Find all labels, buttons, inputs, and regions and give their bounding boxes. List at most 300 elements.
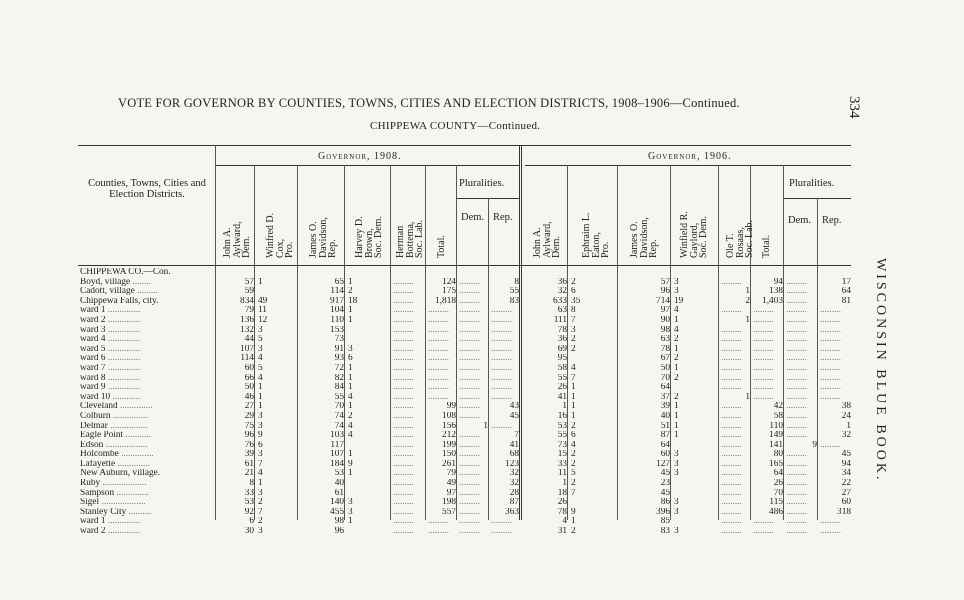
cell-total-1908: 124 xyxy=(442,277,456,287)
cell-davidson-1906: 64 xyxy=(660,383,670,393)
row-label: ward 9 .............. xyxy=(80,383,141,393)
cell-bottema-1908: ......... xyxy=(393,344,414,354)
cell-bottema-1908: ......... xyxy=(393,277,414,287)
row-label: ward 1 .............. xyxy=(80,306,141,316)
running-head: WISCONSIN BLUE BOOK. xyxy=(873,258,888,483)
cell-aylward-1906: 55 xyxy=(557,431,567,441)
cell-aylward-1906: 36 xyxy=(557,277,567,287)
cell-total-1908 xyxy=(428,268,459,278)
cell-davidson-1908: 65 xyxy=(334,277,344,287)
cell-rosaas-1906: ......... xyxy=(721,306,742,316)
cell-eaton-1906: 1 xyxy=(571,517,576,527)
cell-davidson-1906: 64 xyxy=(660,440,670,450)
cell-gaylord-1906 xyxy=(673,479,721,489)
cell-aylward-1906: 36 xyxy=(557,335,567,345)
table-row xyxy=(78,489,854,499)
cell-davidson-1906: 50 xyxy=(660,363,670,373)
cell-eaton-1906 xyxy=(570,354,620,364)
cell-total-1906: 64 xyxy=(773,469,783,479)
cell-rep-plurality-1906: 32 xyxy=(841,431,851,441)
cell-gaylord-1906: 3 xyxy=(674,469,679,479)
cell-rosaas-1906: ......... xyxy=(721,363,742,373)
cell-total-1908: 97 xyxy=(446,488,456,498)
cell-total-1906: 486 xyxy=(769,507,783,517)
cell-rosaas-1906: ......... xyxy=(721,421,742,431)
col-header-eaton-1906: Ephraim L. Eaton, Pro. xyxy=(581,212,611,258)
table-row xyxy=(78,527,854,537)
cell-davidson-1908: 74 xyxy=(334,411,344,421)
cell-rep-plurality-1908: 32 xyxy=(509,479,519,489)
table-row xyxy=(78,278,854,288)
cell-dem-plurality-1906: ......... xyxy=(786,354,807,364)
cell-rep-plurality-1908: ......... xyxy=(491,306,512,316)
cell-davidson-1906: 97 xyxy=(660,306,670,316)
cell-cox-1908 xyxy=(257,287,300,297)
cell-bottema-1908: ......... xyxy=(393,479,414,489)
cell-davidson-1908: 72 xyxy=(334,363,344,373)
cell-gaylord-1906: 1 xyxy=(674,344,679,354)
cell-rep-plurality-1906: 81 xyxy=(841,296,851,306)
cell-brown-1908: 3 xyxy=(348,498,353,508)
cell-rep-plurality-1906: ......... xyxy=(820,517,841,527)
cell-dem-plurality-1908: ......... xyxy=(459,479,480,489)
cell-eaton-1906: 8 xyxy=(571,306,576,316)
cell-bottema-1908: ......... xyxy=(393,335,414,345)
cell-total-1906: ......... xyxy=(753,325,774,335)
cell-rosaas-1906: 2 xyxy=(745,296,750,306)
cell-bottema-1908: ......... xyxy=(393,488,414,498)
cell-bottema-1908: ......... xyxy=(393,354,414,364)
cell-total-1906: ......... xyxy=(753,335,774,345)
page-title: VOTE FOR GOVERNOR BY COUNTIES, TOWNS, CITIES AND ELECTION DISTRICTS, 1908–1906—Continued. xyxy=(118,96,740,110)
cell-rep-plurality-1906: 318 xyxy=(837,507,851,517)
cell-total-1906: 26 xyxy=(773,479,783,489)
cell-davidson-1906: 83 xyxy=(660,527,670,537)
cell-bottema-1908: ......... xyxy=(393,383,414,393)
cell-eaton-1906: 7 xyxy=(571,373,576,383)
cell-rosaas-1906: ......... xyxy=(721,344,742,354)
cell-bottema-1908: ......... xyxy=(393,527,414,537)
row-label: Colburn ............... xyxy=(80,411,148,421)
cell-gaylord-1906: 4 xyxy=(674,325,679,335)
cell-eaton-1906 xyxy=(570,268,620,278)
cell-gaylord-1906: 1 xyxy=(674,315,679,325)
table-row xyxy=(78,431,854,441)
cell-davidson-1906: 96 xyxy=(660,287,670,297)
cell-gaylord-1906: 2 xyxy=(674,373,679,383)
cell-total-1908: 199 xyxy=(442,440,456,450)
cell-dem-plurality-1908: ......... xyxy=(459,402,480,412)
cell-eaton-1906: 1 xyxy=(571,383,576,393)
cell-davidson-1906: 39 xyxy=(660,402,670,412)
cell-rep-plurality-1906: 64 xyxy=(841,287,851,297)
cell-eaton-1906: 4 xyxy=(571,363,576,373)
table-row xyxy=(78,460,854,470)
cell-dem-plurality-1906: ......... xyxy=(786,315,807,325)
row-label: ward 1 .............. xyxy=(80,517,141,527)
cell-rep-plurality-1906: ......... xyxy=(820,363,841,373)
cell-rep-plurality-1908: 123 xyxy=(505,459,519,469)
cell-bottema-1908: ......... xyxy=(393,459,414,469)
cell-rep-plurality-1906: 22 xyxy=(841,479,851,489)
row-label: Cleveland .............. xyxy=(80,402,153,412)
cell-brown-1908: 1 xyxy=(348,315,353,325)
cell-eaton-1906: 6 xyxy=(571,287,576,297)
cell-dem-plurality-1906: ......... xyxy=(786,517,807,527)
cell-total-1906: 115 xyxy=(769,498,783,508)
cell-total-1908: ......... xyxy=(428,325,449,335)
cell-eaton-1906: 5 xyxy=(571,469,576,479)
cell-davidson-1908: 70 xyxy=(334,402,344,412)
cell-gaylord-1906 xyxy=(673,489,721,499)
cell-cox-1908: 1 xyxy=(258,383,263,393)
cell-aylward-1906: 111 xyxy=(553,315,567,325)
cell-total-1906: ......... xyxy=(753,363,774,373)
cell-total-1908: ......... xyxy=(428,392,449,402)
cell-eaton-1906: 2 xyxy=(571,479,576,489)
cell-cox-1908: 3 xyxy=(258,421,263,431)
cell-bottema-1908: ......... xyxy=(393,498,414,508)
cell-total-1908: 99 xyxy=(446,402,456,412)
cell-aylward-1908: 27 xyxy=(244,402,254,412)
cell-dem-plurality-1906: ......... xyxy=(786,479,807,489)
cell-brown-1908: 9 xyxy=(348,459,353,469)
cell-cox-1908: 6 xyxy=(258,440,263,450)
cell-total-1906: 70 xyxy=(773,488,783,498)
cell-dem-plurality-1908: ......... xyxy=(459,469,480,479)
cell-dem-plurality-1906: ......... xyxy=(786,527,807,537)
cell-total-1906: ......... xyxy=(753,344,774,354)
cell-aylward-1908: 6 xyxy=(249,517,254,527)
cell-eaton-1906: 2 xyxy=(571,344,576,354)
cell-rosaas-1906: ......... xyxy=(721,507,742,517)
table-row xyxy=(78,508,854,518)
cell-dem-plurality-1906: ......... xyxy=(786,488,807,498)
cell-brown-1908 xyxy=(347,479,393,489)
cell-aylward-1908: 136 xyxy=(240,315,254,325)
cell-rep-plurality-1908: ......... xyxy=(491,335,512,345)
col-header-total-1906: Total. xyxy=(761,235,772,258)
cell-gaylord-1906: 3 xyxy=(674,459,679,469)
cell-cox-1908: 3 xyxy=(258,411,263,421)
cell-cox-1908: 3 xyxy=(258,325,263,335)
cell-gaylord-1906: 1 xyxy=(674,421,679,431)
cell-rep-plurality-1908: 8 xyxy=(514,277,519,287)
cell-dem-plurality-1908: ......... xyxy=(459,354,480,364)
cell-bottema-1908: ......... xyxy=(393,507,414,517)
row-label: ward 5 .............. xyxy=(80,344,141,354)
cell-davidson-1906: 86 xyxy=(660,498,670,508)
row-label: New Auburn, village. xyxy=(80,469,161,479)
cell-rosaas-1906: ......... xyxy=(721,402,742,412)
cell-dem-plurality-1906: ......... xyxy=(786,402,807,412)
table-row xyxy=(78,354,854,364)
table-row xyxy=(78,479,854,489)
cell-aylward-1906: 41 xyxy=(557,392,567,402)
cell-dem-plurality-1908: ......... xyxy=(459,277,480,287)
cell-davidson-1908: 84 xyxy=(334,383,344,393)
cell-rosaas-1906 xyxy=(721,268,753,278)
cell-davidson-1908: 153 xyxy=(330,325,344,335)
cell-cox-1908: 12 xyxy=(258,315,268,325)
cell-total-1906: 42 xyxy=(773,402,783,412)
cell-aylward-1906: 55 xyxy=(557,373,567,383)
cell-total-1908: ......... xyxy=(428,344,449,354)
cell-dem-plurality-1908: ......... xyxy=(459,363,480,373)
cell-rep-plurality-1906 xyxy=(820,268,854,278)
cell-gaylord-1906: 3 xyxy=(674,498,679,508)
cell-davidson-1906: 70 xyxy=(660,373,670,383)
cell-aylward-1908: 92 xyxy=(244,507,254,517)
cell-aylward-1908: 76 xyxy=(244,440,254,450)
cell-total-1908: ......... xyxy=(428,373,449,383)
cell-brown-1908: 1 xyxy=(348,363,353,373)
row-label: Ruby ................... xyxy=(80,479,147,489)
col-header-aylward-1906: John A. Aylward, Dem. xyxy=(532,221,562,258)
cell-bottema-1908: ......... xyxy=(393,392,414,402)
cell-dem-plurality-1908: ......... xyxy=(459,411,480,421)
cell-aylward-1906: 4 xyxy=(562,517,567,527)
cell-bottema-1908 xyxy=(393,268,428,278)
cell-brown-1908: 4 xyxy=(348,431,353,441)
cell-brown-1908: 4 xyxy=(348,421,353,431)
cell-dem-plurality-1908: ......... xyxy=(459,335,480,345)
cell-davidson-1908: 117 xyxy=(330,440,344,450)
cell-cox-1908: 9 xyxy=(258,431,263,441)
cell-aylward-1908: 50 xyxy=(244,383,254,393)
cell-rep-plurality-1908: 7 xyxy=(514,431,519,441)
cell-total-1906: 1,403 xyxy=(762,296,783,306)
cell-rep-plurality-1908: 55 xyxy=(509,287,519,297)
row-label: Edson .................. xyxy=(80,440,148,450)
col-header-cox-1908: Winfred D. Cox, Pro. xyxy=(265,212,295,258)
cell-cox-1908: 1 xyxy=(258,392,263,402)
cell-eaton-1906: 7 xyxy=(571,488,576,498)
cell-rep-plurality-1906: ......... xyxy=(820,335,841,345)
cell-brown-1908 xyxy=(347,489,393,499)
cell-gaylord-1906: 1 xyxy=(674,363,679,373)
cell-rep-plurality-1906: 24 xyxy=(841,411,851,421)
table-row xyxy=(78,364,854,374)
cell-aylward-1908: 61 xyxy=(244,459,254,469)
cell-cox-1908: 3 xyxy=(258,527,263,537)
cell-total-1906: ......... xyxy=(753,383,774,393)
cell-aylward-1906: 26 xyxy=(557,383,567,393)
cell-davidson-1906: 714 xyxy=(656,296,670,306)
cell-rosaas-1906: ......... xyxy=(721,450,742,460)
cell-total-1908: ......... xyxy=(428,306,449,316)
cell-davidson-1908: 91 xyxy=(334,344,344,354)
cell-bottema-1908: ......... xyxy=(393,296,414,306)
cell-rosaas-1906: ......... xyxy=(721,335,742,345)
cell-rep-plurality-1906: ......... xyxy=(820,373,841,383)
cell-rep-plurality-1908: ......... xyxy=(491,354,512,364)
cell-dem-plurality-1906: ......... xyxy=(786,306,807,316)
table-row xyxy=(78,393,854,403)
col-header-bottema-1908: Herman Bottema, Soc. Lab. xyxy=(395,219,425,258)
cell-aylward-1906: 58 xyxy=(557,363,567,373)
row-label: ward 2 .............. xyxy=(80,527,141,537)
cell-gaylord-1906: 2 xyxy=(674,354,679,364)
cell-dem-plurality-1908: ......... xyxy=(459,517,480,527)
cell-aylward-1908: 21 xyxy=(244,469,254,479)
cell-aylward-1906 xyxy=(522,268,570,278)
cell-total-1906: ......... xyxy=(753,306,774,316)
cell-aylward-1908: 30 xyxy=(244,527,254,537)
cell-rosaas-1906: ......... xyxy=(721,354,742,364)
cell-aylward-1908: 33 xyxy=(244,488,254,498)
row-label: CHIPPEWA CO.—Con. xyxy=(80,268,171,277)
cell-davidson-1906: 57 xyxy=(660,277,670,287)
cell-rep-plurality-1908 xyxy=(491,268,522,278)
cell-dem-plurality-1906: ......... xyxy=(786,277,807,287)
cell-rep-plurality-1908: 43 xyxy=(509,402,519,412)
cell-gaylord-1906: 3 xyxy=(674,527,679,537)
cell-total-1906: 165 xyxy=(769,459,783,469)
col-header-gaylord-1906: Winfield R. Gaylord, Soc. Dem. xyxy=(679,211,709,258)
cell-dem-plurality-1908: ......... xyxy=(459,450,480,460)
row-label: Stanley City .......... xyxy=(80,507,152,517)
cell-aylward-1906: 53 xyxy=(557,421,567,431)
cell-aylward-1906: 26 xyxy=(557,498,567,508)
cell-cox-1908: 4 xyxy=(258,354,263,364)
cell-davidson-1908: 82 xyxy=(334,373,344,383)
cell-aylward-1908 xyxy=(218,268,257,278)
cell-davidson-1908: 103 xyxy=(330,431,344,441)
cell-rosaas-1906: ......... xyxy=(721,325,742,335)
table-row xyxy=(78,422,854,432)
cell-rep-plurality-1908: ......... xyxy=(491,325,512,335)
cell-brown-1908: 1 xyxy=(348,402,353,412)
cell-dem-plurality-1908: ......... xyxy=(459,431,480,441)
cell-total-1906: 110 xyxy=(769,421,783,431)
row-label: ward 7 .............. xyxy=(80,363,141,373)
cell-eaton-1906: 2 xyxy=(571,277,576,287)
cell-brown-1908: 18 xyxy=(348,296,358,306)
cell-total-1906: 141 xyxy=(769,440,783,450)
cell-dem-plurality-1906: ......... xyxy=(786,392,807,402)
table-row xyxy=(78,441,854,451)
cell-rep-plurality-1906: ......... xyxy=(820,527,841,537)
cell-total-1906: ......... xyxy=(753,517,774,527)
cell-cox-1908: 7 xyxy=(258,507,263,517)
row-label: Delmar ................ xyxy=(80,421,148,431)
cell-aylward-1906: 78 xyxy=(557,325,567,335)
cell-aylward-1906: 15 xyxy=(557,450,567,460)
pluralities-1906: Pluralities. xyxy=(789,178,835,189)
cell-rep-plurality-1906: ......... xyxy=(820,325,841,335)
cell-total-1908: ......... xyxy=(428,527,449,537)
group-1908-rule xyxy=(216,165,519,166)
page-subtitle: CHIPPEWA COUNTY—Continued. xyxy=(370,120,541,132)
cell-davidson-1906: 60 xyxy=(660,450,670,460)
cell-rosaas-1906: ......... xyxy=(721,440,742,450)
cell-total-1908: ......... xyxy=(428,354,449,364)
cell-rep-plurality-1908: ......... xyxy=(491,315,512,325)
cell-davidson-1908: 114 xyxy=(330,287,344,297)
cell-aylward-1908: 96 xyxy=(244,431,254,441)
cell-rep-plurality-1906: ......... xyxy=(820,344,841,354)
cell-eaton-1906 xyxy=(570,498,620,508)
cell-dem-plurality-1906: ......... xyxy=(786,344,807,354)
cell-dem-plurality-1908: ......... xyxy=(459,344,480,354)
cell-total-1908: 198 xyxy=(442,498,456,508)
cell-rosaas-1906: ......... xyxy=(721,459,742,469)
cell-dem-plurality-1906: ......... xyxy=(786,498,807,508)
cell-cox-1908: 5 xyxy=(258,363,263,373)
cell-rep-plurality-1906: 17 xyxy=(841,277,851,287)
cell-eaton-1906: 2 xyxy=(571,527,576,537)
cell-davidson-1906: 45 xyxy=(660,488,670,498)
cell-rep-plurality-1908: ......... xyxy=(491,383,512,393)
table-row xyxy=(78,450,854,460)
dem-1906: Dem. xyxy=(788,215,812,226)
cell-brown-1908: 2 xyxy=(348,411,353,421)
col-header-davidson-1908: James O. Davidson, Rep. xyxy=(308,217,338,258)
cell-aylward-1906: 69 xyxy=(557,344,567,354)
row-label: Chippewa Falls, city. xyxy=(80,296,159,306)
cell-cox-1908: 3 xyxy=(258,344,263,354)
cell-cox-1908: 4 xyxy=(258,469,263,479)
cell-dem-plurality-1906: ......... xyxy=(786,363,807,373)
cell-davidson-1908: 140 xyxy=(330,498,344,508)
cell-davidson-1908: 73 xyxy=(334,335,344,345)
cell-dem-plurality-1908: ......... xyxy=(459,315,480,325)
cell-gaylord-1906: 1 xyxy=(674,431,679,441)
cell-gaylord-1906 xyxy=(673,383,721,393)
cell-aylward-1908: 59 xyxy=(244,287,254,297)
cell-brown-1908 xyxy=(347,335,393,345)
cell-aylward-1908: 29 xyxy=(244,411,254,421)
cell-davidson-1906: 90 xyxy=(660,315,670,325)
cell-rosaas-1906: ......... xyxy=(721,411,742,421)
cell-dem-plurality-1906: ......... xyxy=(786,287,807,297)
cell-total-1906: 94 xyxy=(773,277,783,287)
cell-davidson-1906 xyxy=(620,268,673,278)
cell-rep-plurality-1908: ......... xyxy=(491,373,512,383)
cell-bottema-1908: ......... xyxy=(393,469,414,479)
cell-aylward-1906: 1 xyxy=(562,479,567,489)
col-header-rosaas-1906: Ole T. Rosaas, Soc. Lab. xyxy=(725,219,755,258)
cell-cox-1908: 4 xyxy=(258,373,263,383)
cell-aylward-1908: 75 xyxy=(244,421,254,431)
cell-davidson-1906: 45 xyxy=(660,469,670,479)
cell-eaton-1906: 2 xyxy=(571,459,576,469)
cell-davidson-1906: 127 xyxy=(656,459,670,469)
cell-dem-plurality-1908: ......... xyxy=(459,306,480,316)
cell-dem-plurality-1908: ......... xyxy=(459,287,480,297)
cell-dem-plurality-1908: ......... xyxy=(459,527,480,537)
table-row xyxy=(78,383,854,393)
cell-davidson-1906: 51 xyxy=(660,421,670,431)
table-row xyxy=(78,316,854,326)
cell-total-1908: 49 xyxy=(446,479,456,489)
cell-total-1908: 175 xyxy=(442,287,456,297)
cell-davidson-1908: 74 xyxy=(334,421,344,431)
cell-brown-1908 xyxy=(347,326,393,336)
cell-dem-plurality-1908: ......... xyxy=(459,325,480,335)
cell-dem-plurality-1906: ......... xyxy=(786,383,807,393)
cell-davidson-1906: 98 xyxy=(660,325,670,335)
cell-gaylord-1906: 4 xyxy=(674,306,679,316)
cell-bottema-1908: ......... xyxy=(393,306,414,316)
cell-rep-plurality-1908: 83 xyxy=(509,296,519,306)
cell-total-1908: ......... xyxy=(428,363,449,373)
cell-gaylord-1906 xyxy=(673,441,721,451)
cell-bottema-1908: ......... xyxy=(393,363,414,373)
cell-bottema-1908: ......... xyxy=(393,421,414,431)
cell-eaton-1906: 35 xyxy=(571,296,581,306)
